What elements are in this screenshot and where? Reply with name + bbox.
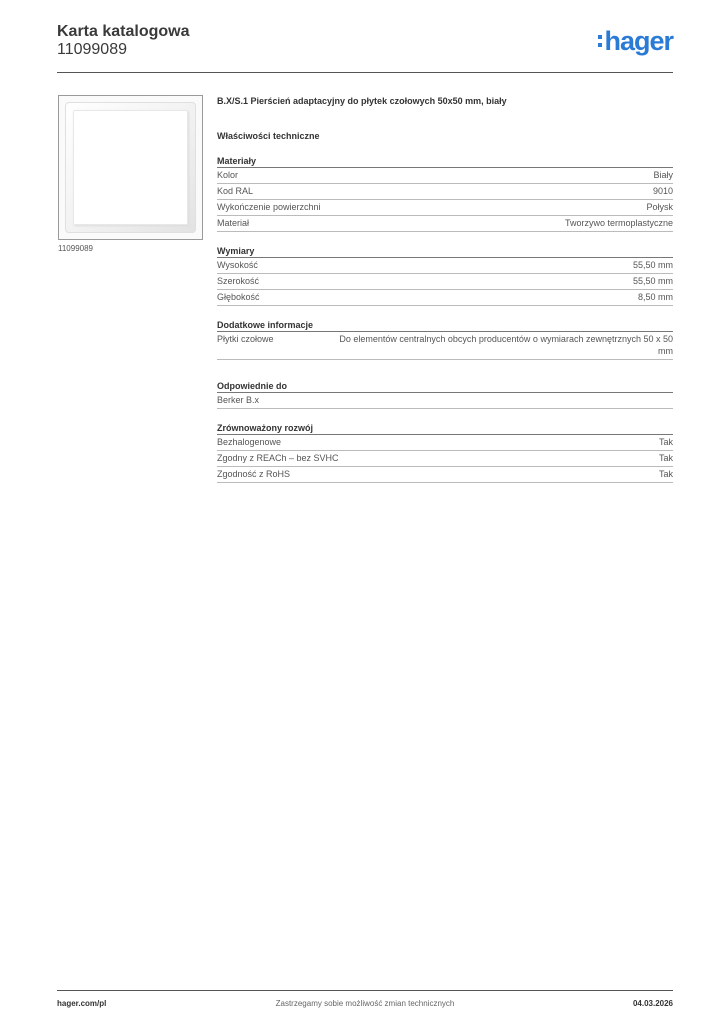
spec-label: Kolor: [217, 170, 239, 180]
spec-row: [217, 168, 673, 184]
product-details: [217, 95, 673, 483]
section-title: Dodatkowe informacje: [217, 319, 673, 332]
footer-website-link[interactable]: hager.com/pl: [57, 999, 107, 1008]
spec-label: Materiał: [217, 218, 250, 228]
section-materials: [217, 155, 673, 232]
spec-row: [217, 467, 673, 483]
spec-value: 9010: [652, 186, 673, 196]
spec-value: 55,50 mm: [632, 260, 673, 270]
spec-value: Do elementów centralnych obcych producentów o wymiarach zewnętrznych 50 x 50 mm: [339, 334, 673, 356]
adapter-ring-opening: [73, 110, 188, 225]
hager-logo: [598, 28, 673, 54]
spec-row: [217, 200, 673, 216]
spec-label: Bezhalogenowe: [217, 437, 282, 447]
section-sustainability: [217, 422, 673, 483]
spec-label: Płytki czołowe: [217, 334, 274, 344]
spec-value: 8,50 mm: [637, 292, 673, 302]
spec-row: [217, 216, 673, 232]
spec-value: Biały: [653, 170, 673, 180]
document-number: 11099089: [57, 41, 127, 58]
image-caption: 11099089: [58, 244, 93, 253]
header-divider: [57, 72, 673, 73]
section-title: Odpowiednie do: [217, 380, 673, 393]
spec-label: Głębokość: [217, 292, 260, 302]
product-image: [58, 95, 203, 240]
spec-row: [217, 184, 673, 200]
spec-label: Berker B.x: [217, 395, 260, 405]
section-title: Wymiary: [217, 245, 673, 258]
spec-value: Tak: [658, 437, 673, 447]
section-dimensions: [217, 245, 673, 306]
spec-row: [217, 290, 673, 306]
document-title: Karta katalogowa: [57, 23, 190, 40]
spec-label: Szerokość: [217, 276, 260, 286]
spec-row: [217, 435, 673, 451]
spec-row: [217, 393, 673, 409]
adapter-ring-frame: [65, 102, 196, 233]
page-footer: [57, 990, 673, 1010]
section-suitable-for: [217, 380, 673, 409]
spec-label: Zgodny z REACh – bez SVHC: [217, 453, 339, 463]
spec-label: Zgodność z RoHS: [217, 469, 291, 479]
logo-mark-icon: [598, 28, 602, 54]
spec-label: Kod RAL: [217, 186, 254, 196]
spec-value: Tak: [658, 469, 673, 479]
product-title: B.X/S.1 Pierścień adaptacyjny do płytek czołowych 50x50 mm, biały: [217, 96, 507, 106]
spec-row: [217, 451, 673, 467]
spec-row: [217, 332, 673, 360]
spec-row: [217, 274, 673, 290]
spec-value: Tworzywo termoplastyczne: [564, 218, 673, 228]
section-title: Materiały: [217, 155, 673, 168]
footer-date: 04.03.2026: [632, 999, 673, 1008]
technical-properties-heading: Właściwości techniczne: [217, 131, 320, 141]
spec-value: Tak: [658, 453, 673, 463]
spec-row: [217, 258, 673, 274]
brand-wordmark: hager: [604, 26, 673, 56]
spec-value: Połysk: [646, 202, 673, 212]
page-header: [57, 22, 673, 70]
spec-value: 55,50 mm: [632, 276, 673, 286]
footer-disclaimer: Zastrzegamy sobie możliwość zmian technicznych: [275, 999, 455, 1008]
section-title: Zrównoważony rozwój: [217, 422, 673, 435]
section-additional-info: [217, 319, 673, 360]
spec-label: Wykończenie powierzchni: [217, 202, 321, 212]
spec-label: Wysokość: [217, 260, 258, 270]
